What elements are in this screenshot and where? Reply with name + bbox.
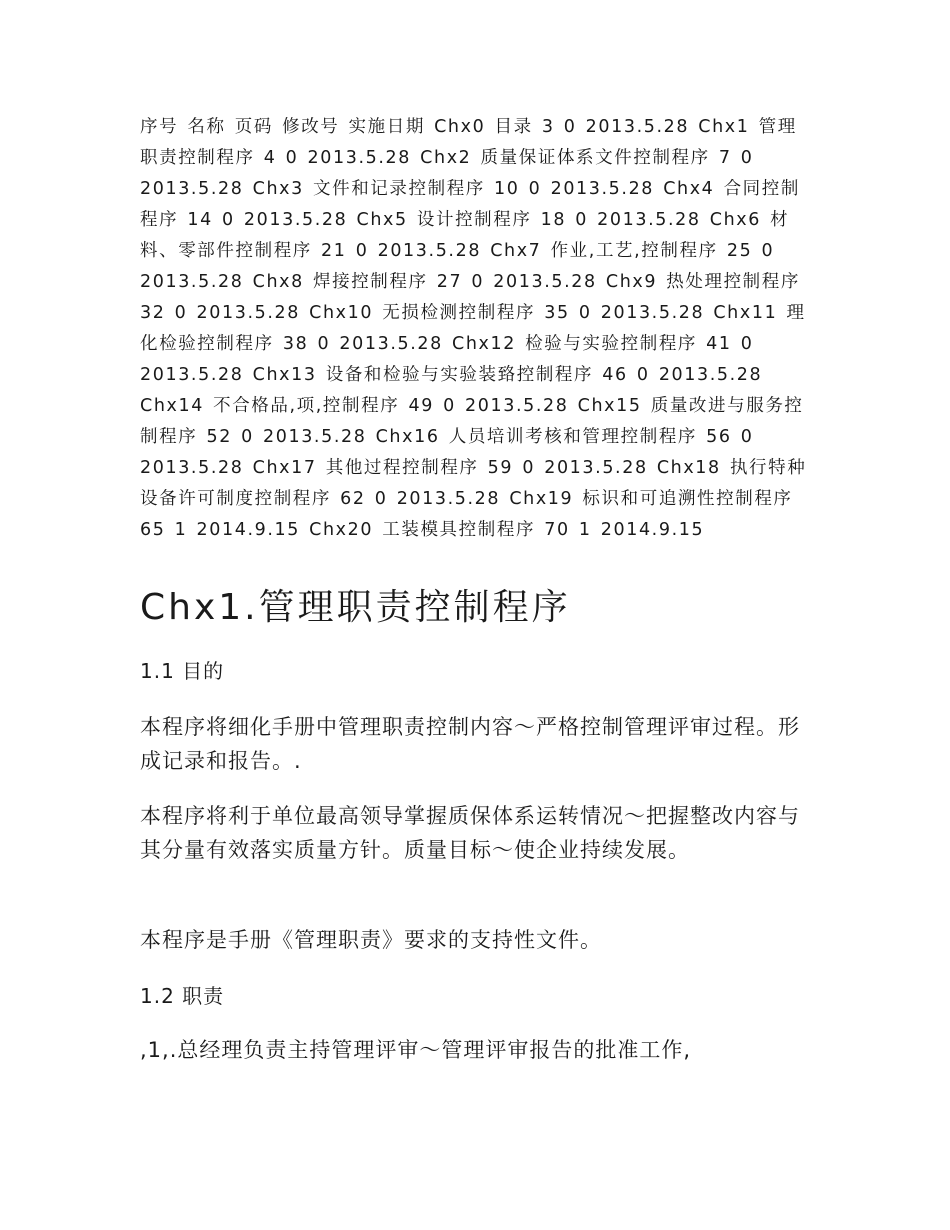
section-title: Chx1.管理职责控制程序 bbox=[140, 587, 571, 628]
table-of-contents-text: 序号 名称 页码 修改号 实施日期 Chx0 目录 3 0 2013.5.28 Chx1 管理职责控制程序 4 0 2013.5.28 Chx2 质量保证体系文件控制程序 7 0 2013.5.28 Chx3 文件和记录控制程序 10 0 2013.5.28 Chx4 合同控制程序 14 0 2013.5.28 Chx5 设计控制程序 18 0 2013.5.28 Chx6 材料、零部件控制程序 21 0 2013.5.28 Chx7 作业,工艺,控制程序 25 0 2013.5.28 Chx8 焊接控制程序 27 0 2013.5.28 Chx9 热处理控制程序 32 0 2013.5.28 Chx10 无损检测控制程序 35 0 2013.5.28 Chx11 理化检验控制程序 38 0 2013.5.28 Chx12 检验与实验控制程序 41 0 2013.5.28 Chx13 设备和检验与实验装臵控制程序 46 0 2013.5.28 Chx14 不合格品,项,控制程序 49 0 2013.5.28 Chx15 质量改进与服务控制程序 52 0 2013.5.28 Chx16 人员培训考核和管理控制程序 56 0 2013.5.28 Chx17 其他过程控制程序 59 0 2013.5.28 Chx18 执行特种设备许可制度控制程序 62 0 2013.5.28 Chx19 标识和可追溯性控制程序 65 1 2014.9.15 Chx20 工装模具控制程序 70 1 2014.9.15 bbox=[140, 117, 807, 540]
responsibility-paragraph-1: ,1,.总经理负责主持管理评审～管理评审报告的批准工作, bbox=[140, 1038, 692, 1062]
purpose-paragraph-1: 本程序将细化手册中管理职责控制内容～严格控制管理评审过程。形成记录和报告。. bbox=[140, 715, 800, 773]
subsection-responsibility-heading: 1.2 职责 bbox=[140, 984, 225, 1008]
subsection-purpose-heading: 1.1 目的 bbox=[140, 659, 225, 683]
document-page bbox=[140, 112, 815, 1067]
purpose-paragraph-3: 本程序是手册《管理职责》要求的支持性文件。 bbox=[140, 928, 602, 952]
purpose-paragraph-2: 本程序将利于单位最高领导掌握质保体系运转情况～把握整改内容与其分量有效落实质量方针。质量目标～使企业持续发展。 bbox=[140, 804, 800, 862]
